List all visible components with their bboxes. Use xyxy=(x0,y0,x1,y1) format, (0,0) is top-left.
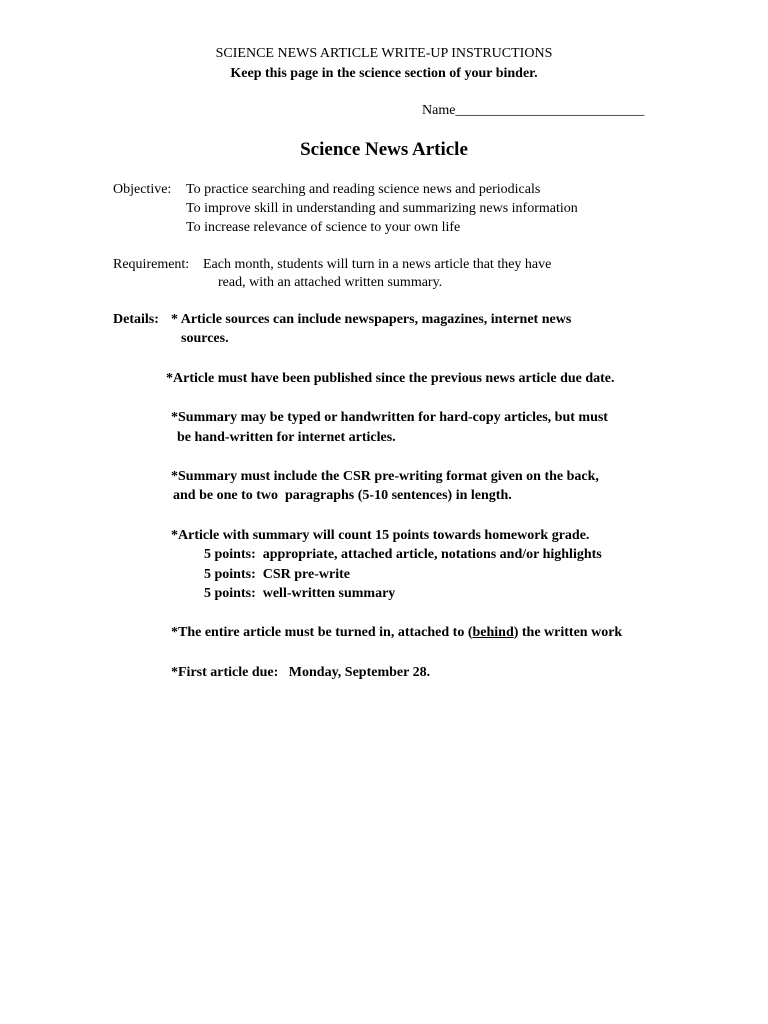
details-summary-csr: *Summary must include the CSR pre-writing format given on the back, xyxy=(171,469,599,484)
details-summary-typed: *Summary may be typed or handwritten for hard-copy articles, but must xyxy=(171,410,608,425)
entire-article-text: *The entire article must be turned in, attached to ( xyxy=(171,625,473,640)
details-published: *Article must have been published since the previous news article due date. xyxy=(166,371,615,386)
page-subheading: Keep this page in the science section of your binder. xyxy=(230,66,538,81)
details-sources: sources. xyxy=(181,331,229,346)
objective-line: To improve skill in understanding and summarizing news information xyxy=(186,201,578,216)
requirement-label: Requirement: xyxy=(113,257,190,272)
details-first-due: *First article due: Monday, September 28. xyxy=(171,665,431,680)
objective-line: To increase relevance of science to your own life xyxy=(186,220,461,235)
requirement-line: Each month, students will turn in a news article that they have xyxy=(203,257,552,272)
details-entire-article xyxy=(171,623,622,642)
details-points-intro: *Article with summary will count 15 points towards homework grade. xyxy=(171,528,590,543)
entire-article-text: ) the written work xyxy=(513,625,623,640)
details-summary-typed: be hand-written for internet articles. xyxy=(177,430,396,445)
details-sources: * Article sources can include newspapers, magazines, internet news xyxy=(171,312,572,327)
details-summary-csr: and be one to two paragraphs (5-10 sentences) in length. xyxy=(173,488,512,503)
page-heading: SCIENCE NEWS ARTICLE WRITE-UP INSTRUCTIONS xyxy=(215,46,553,61)
name-field-label: Name___________________________ xyxy=(422,103,645,118)
entire-article-emphasis: behind xyxy=(472,625,514,640)
page-title: Science News Article xyxy=(300,139,468,160)
requirement-line: read, with an attached written summary. xyxy=(218,275,443,290)
points-item: 5 points: well-written summary xyxy=(204,586,396,601)
details-label: Details: xyxy=(113,312,159,327)
points-item: 5 points: appropriate, attached article, notations and/or highlights xyxy=(204,547,602,562)
objective-line: To practice searching and reading science news and periodicals xyxy=(186,182,541,197)
points-item: 5 points: CSR pre-write xyxy=(204,567,350,582)
objective-label: Objective: xyxy=(113,182,172,197)
